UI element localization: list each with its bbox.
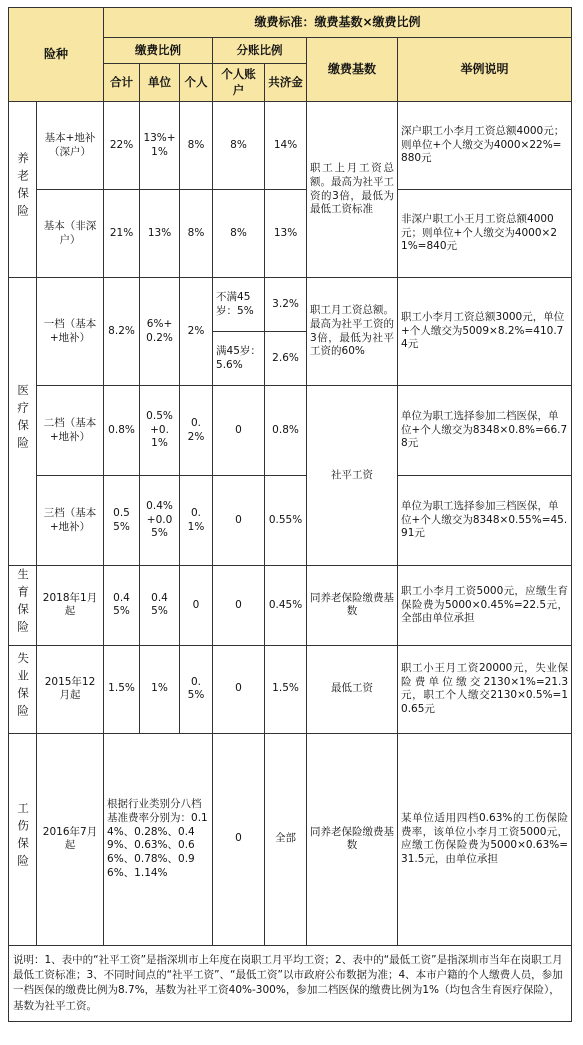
unemployment-name-cell [9, 645, 37, 733]
table-row [9, 476, 572, 566]
pension-fund-1: 14% [265, 102, 307, 190]
pension-total-1: 22% [104, 102, 140, 190]
injury-fund: 全部 [265, 733, 307, 945]
medical-name-cell [9, 278, 37, 566]
medical-personal-3: 0.1% [180, 476, 213, 566]
medical-employer-1: 6%+0.2% [140, 278, 180, 386]
header-base: 缴费基数 [307, 38, 398, 102]
header-main-title: 缴费标准：缴费基数×缴费比例 [104, 8, 572, 38]
medical-sub-3: 三档（基本+地补） [37, 476, 104, 566]
pension-name-cell [9, 102, 37, 278]
pension-employer-1: 13%+1% [140, 102, 180, 190]
header-employer: 单位 [140, 64, 180, 102]
unemployment-fund: 1.5% [265, 645, 307, 733]
table-row [9, 102, 572, 190]
table-row [9, 566, 572, 646]
injury-name-cell [9, 733, 37, 945]
unemployment-sub: 2015年12月起 [37, 645, 104, 733]
medical-base-1: 职工月工资总额。最高为社平工资的3倍，最低为社平工资的60% [307, 278, 398, 386]
header-total: 合计 [104, 64, 140, 102]
unemployment-account: 0 [213, 645, 265, 733]
injury-base: 同养老保险缴费基数 [307, 733, 398, 945]
medical-total-3: 0.55% [104, 476, 140, 566]
social-insurance-table [8, 7, 572, 1022]
header-ratio-group: 缴费比例 [104, 38, 213, 64]
footnote: 说明：1、表中的“社平工资”是指深圳市上年度在岗职工月平均工资；2、表中的“最低工资”是指深圳市当年在岗职工月最低工资标准；3、不同时间点的“社平工资”、“最低工资”以市政府公布数据为准；4、本市户籍的个人缴费人员，参加一档医保的缴费比例为8.7%，基数为社平工资40%-300%，参加二档医保的缴费比例为1%（均包含生育医疗保险），基数为社平工资。 [9, 945, 572, 1021]
medical-employer-3: 0.4%+0.05% [140, 476, 180, 566]
injury-account: 0 [213, 733, 265, 945]
pension-fund-2: 13% [265, 190, 307, 278]
maternity-employer: 0.45% [140, 566, 180, 646]
medical-employer-2: 0.5%+0.1% [140, 386, 180, 476]
header-example: 举例说明 [398, 38, 572, 102]
maternity-total: 0.45% [104, 566, 140, 646]
medical-fund-2: 0.8% [265, 386, 307, 476]
maternity-fund: 0.45% [265, 566, 307, 646]
insurance-table-container [8, 7, 571, 1037]
table-row [9, 190, 572, 278]
injury-rates: 根据行业类别分八档基准费率分别为：0.14%、0.28%、0.49%、0.63%、0.66%、0.78%、0.96%、1.14% [104, 733, 213, 945]
pension-personal-2: 8% [180, 190, 213, 278]
medical-account-1b: 满45岁：5.6% [213, 332, 265, 386]
medical-personal-1: 2% [180, 278, 213, 386]
medical-sub-2: 二档（基本+地补） [37, 386, 104, 476]
maternity-base: 同养老保险缴费基数 [307, 566, 398, 646]
medical-total-1: 8.2% [104, 278, 140, 386]
medical-fund-3: 0.55% [265, 476, 307, 566]
injury-sub: 2016年7月起 [37, 733, 104, 945]
injury-example: 某单位适用四档0.63%的工伤保险费率，该单位小李月工资5000元，应缴工伤保险费为5000×0.63%=31.5元，由单位承担 [398, 733, 572, 945]
unemployment-base: 最低工资 [307, 645, 398, 733]
table-row [9, 645, 572, 733]
pension-account-2: 8% [213, 190, 265, 278]
pension-name: 养老保险 [16, 152, 31, 223]
pension-account-1: 8% [213, 102, 265, 190]
pension-sub-1: 基本+地补（深户） [37, 102, 104, 190]
header-mutual-fund: 共济金 [265, 64, 307, 102]
header-personal-account: 个人账户 [213, 64, 265, 102]
unemployment-employer: 1% [140, 645, 180, 733]
maternity-example: 职工小李月工资5000元，应缴生育保险费为5000×0.45%=22.5元，全部由单位承担 [398, 566, 572, 646]
maternity-sub: 2018年1月起 [37, 566, 104, 646]
unemployment-name: 失业保险 [16, 651, 31, 722]
table-row [9, 733, 572, 945]
medical-personal-2: 0.2% [180, 386, 213, 476]
medical-total-2: 0.8% [104, 386, 140, 476]
table-row [9, 386, 572, 476]
medical-example-1: 职工小李月工资总额3000元，单位+个人缴交为5009×8.2%=410.74元 [398, 278, 572, 386]
medical-sub-1: 一档（基本+地补） [37, 278, 104, 386]
pension-example-1: 深户职工小李月工资总额4000元；则单位+个人缴交为4000×22%=880元 [398, 102, 572, 190]
medical-account-2: 0 [213, 386, 265, 476]
unemployment-personal: 0.5% [180, 645, 213, 733]
medical-example-3: 单位为职工选择参加三档医保，单位+个人缴交为8348×0.55%=45.91元 [398, 476, 572, 566]
unemployment-total: 1.5% [104, 645, 140, 733]
header-insurance-type: 险种 [9, 8, 104, 102]
unemployment-example: 职工小王月工资20000元，失业保险费单位缴交2130×1%=21.3元，职工个人缴交2130×0.5%=10.65元 [398, 645, 572, 733]
maternity-name: 生育保险 [16, 568, 31, 638]
header-account-group: 分账比例 [213, 38, 307, 64]
medical-fund-1a: 3.2% [265, 278, 307, 332]
medical-example-2: 单位为职工选择参加二档医保，单位+个人缴交为8348×0.8%=66.78元 [398, 386, 572, 476]
pension-total-2: 21% [104, 190, 140, 278]
table-row [9, 278, 572, 332]
pension-example-2: 非深户职工小王月工资总额4000元；则单位+个人缴交为4000×21%=840元 [398, 190, 572, 278]
medical-name: 医疗保险 [16, 384, 31, 455]
medical-account-3: 0 [213, 476, 265, 566]
header-personal: 个人 [180, 64, 213, 102]
pension-employer-2: 13% [140, 190, 180, 278]
maternity-account: 0 [213, 566, 265, 646]
pension-base: 职工上月工资总额。最高为社平工资的3倍，最低为最低工资标准 [307, 102, 398, 278]
medical-base-other: 社平工资 [307, 386, 398, 566]
maternity-name-cell [9, 566, 37, 646]
medical-fund-1b: 2.6% [265, 332, 307, 386]
pension-personal-1: 8% [180, 102, 213, 190]
injury-name: 工伤保险 [16, 801, 31, 872]
medical-account-1a: 不满45岁：5% [213, 278, 265, 332]
maternity-personal: 0 [180, 566, 213, 646]
pension-sub-2: 基本（非深户） [37, 190, 104, 278]
